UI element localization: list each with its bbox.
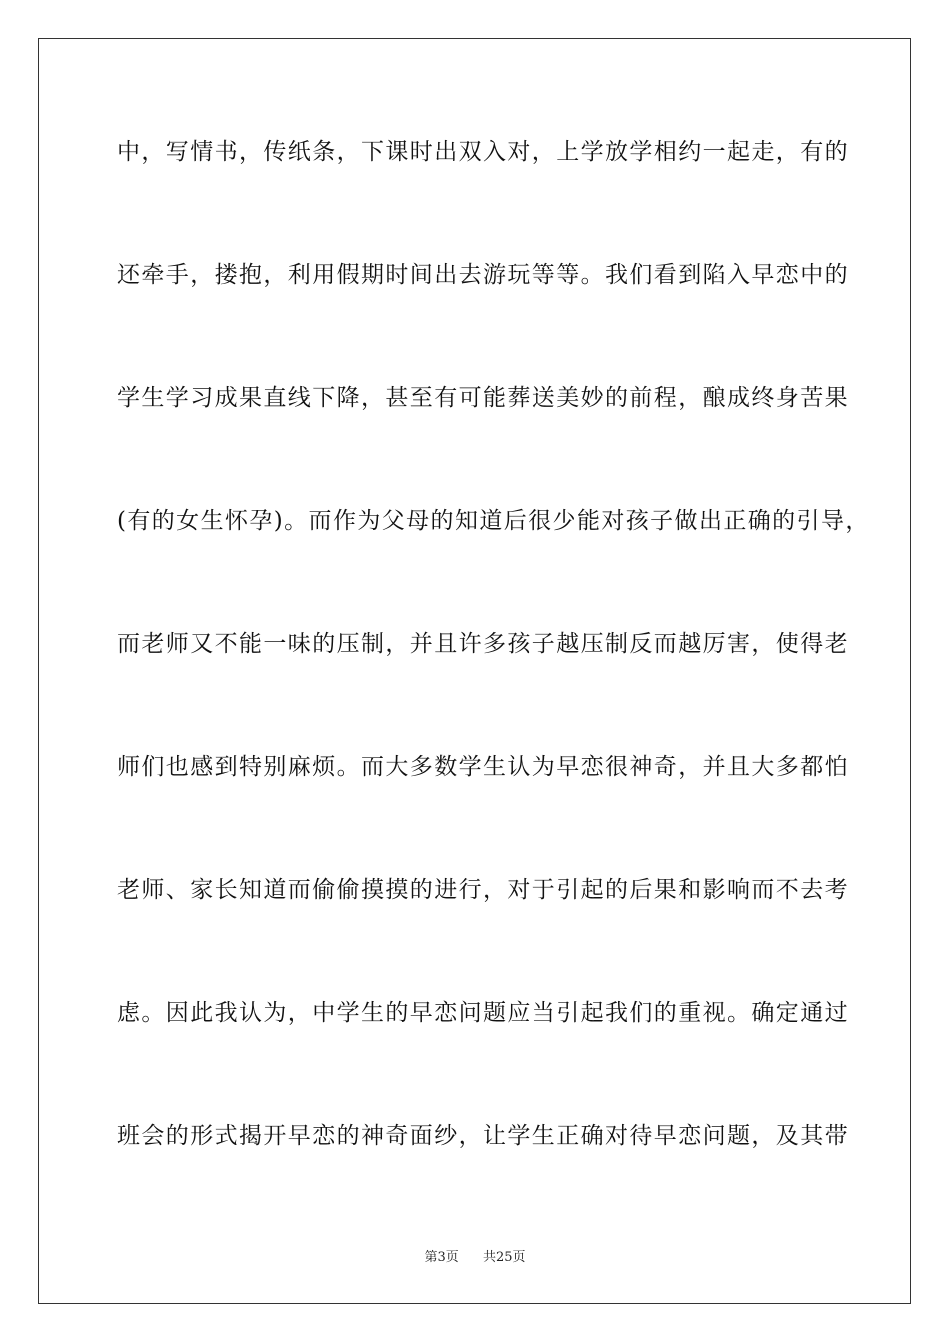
- body-text-line: 老师、家长知道而偷偷摸摸的进行，对于引起的后果和影响而不去考: [117, 877, 849, 903]
- body-text-line: (有的女生怀孕)。而作为父母的知道后很少能对孩子做出正确的引导，: [117, 508, 870, 534]
- body-text-line: 学生学习成果直线下降，甚至有可能葬送美妙的前程，酿成终身苦果: [117, 385, 849, 411]
- body-text-line: 师们也感到特别麻烦。而大多数学生认为早恋很神奇，并且大多都怕: [117, 754, 849, 780]
- body-text-line: 虑。因此我认为，中学生的早恋问题应当引起我们的重视。确定通过: [117, 1000, 849, 1026]
- page-number: 第3页: [424, 1250, 459, 1265]
- body-text-line: 中，写情书，传纸条，下课时出双入对，上学放学相约一起走，有的: [117, 139, 849, 165]
- body-text-line: 还牵手，搂抱，利用假期时间出去游玩等等。我们看到陷入早恋中的: [117, 262, 849, 288]
- page-footer: [0, 1246, 950, 1265]
- document-body: [117, 120, 870, 1227]
- body-text-line: 班会的形式揭开早恋的神奇面纱，让学生正确对待早恋问题，及其带: [117, 1123, 849, 1149]
- total-pages: 共25页: [483, 1250, 526, 1265]
- body-text-line: 而老师又不能一味的压制，并且许多孩子越压制反而越厉害，使得老: [117, 631, 849, 657]
